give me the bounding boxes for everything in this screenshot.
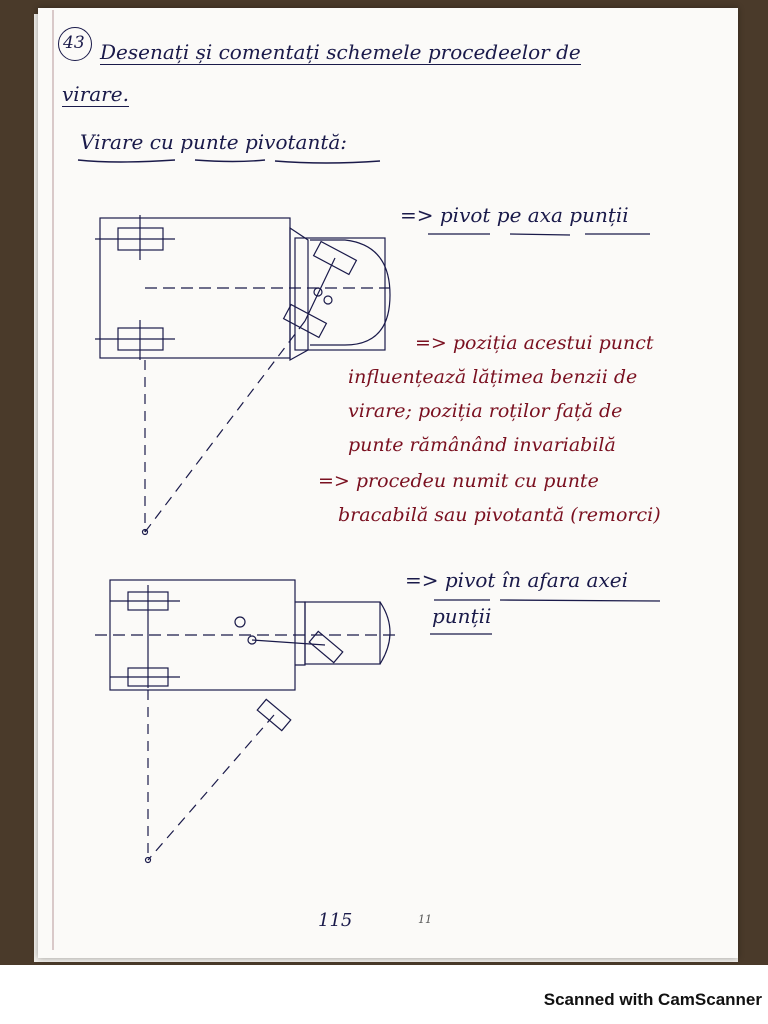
diagram-pivot-on-axle <box>90 200 410 545</box>
front-wheel-2 <box>309 631 343 662</box>
subtitle-underline <box>75 150 395 170</box>
note2-underline-2 <box>428 628 498 640</box>
note1-underline <box>420 226 660 240</box>
comment-line-2: influențează lățimea benzii de <box>348 366 638 388</box>
note-pivot-on-axle: => pivot pe axa punții <box>400 203 629 227</box>
comment-line-3: virare; poziția roților față de <box>348 400 623 422</box>
comment-line-6: bracabilă sau pivotantă (remorci) <box>338 504 661 526</box>
margin-line <box>52 10 54 950</box>
title-line-1: Desenați și comentați schemele procedeelor de <box>100 40 581 64</box>
note-pivot-outside-axle-2: punții <box>432 604 492 628</box>
page-number-small: 11 <box>418 913 432 926</box>
diagram-pivot-outside-axle <box>90 570 410 870</box>
subtitle: Virare cu punte pivotantă: <box>80 130 348 154</box>
comment-line-5: => procedeu numit cu punte <box>318 470 599 492</box>
comment-line-4: punte rămânând invariabilă <box>348 434 616 456</box>
page-number: 115 <box>318 910 353 931</box>
problem-number: 43 <box>63 33 85 53</box>
note-pivot-outside-axle: => pivot în afara axei <box>405 568 628 592</box>
title-line-2: virare. <box>62 82 129 106</box>
comment-line-1: => poziția acestui punct <box>415 332 654 354</box>
camscanner-watermark: Scanned with CamScanner <box>543 990 762 1009</box>
